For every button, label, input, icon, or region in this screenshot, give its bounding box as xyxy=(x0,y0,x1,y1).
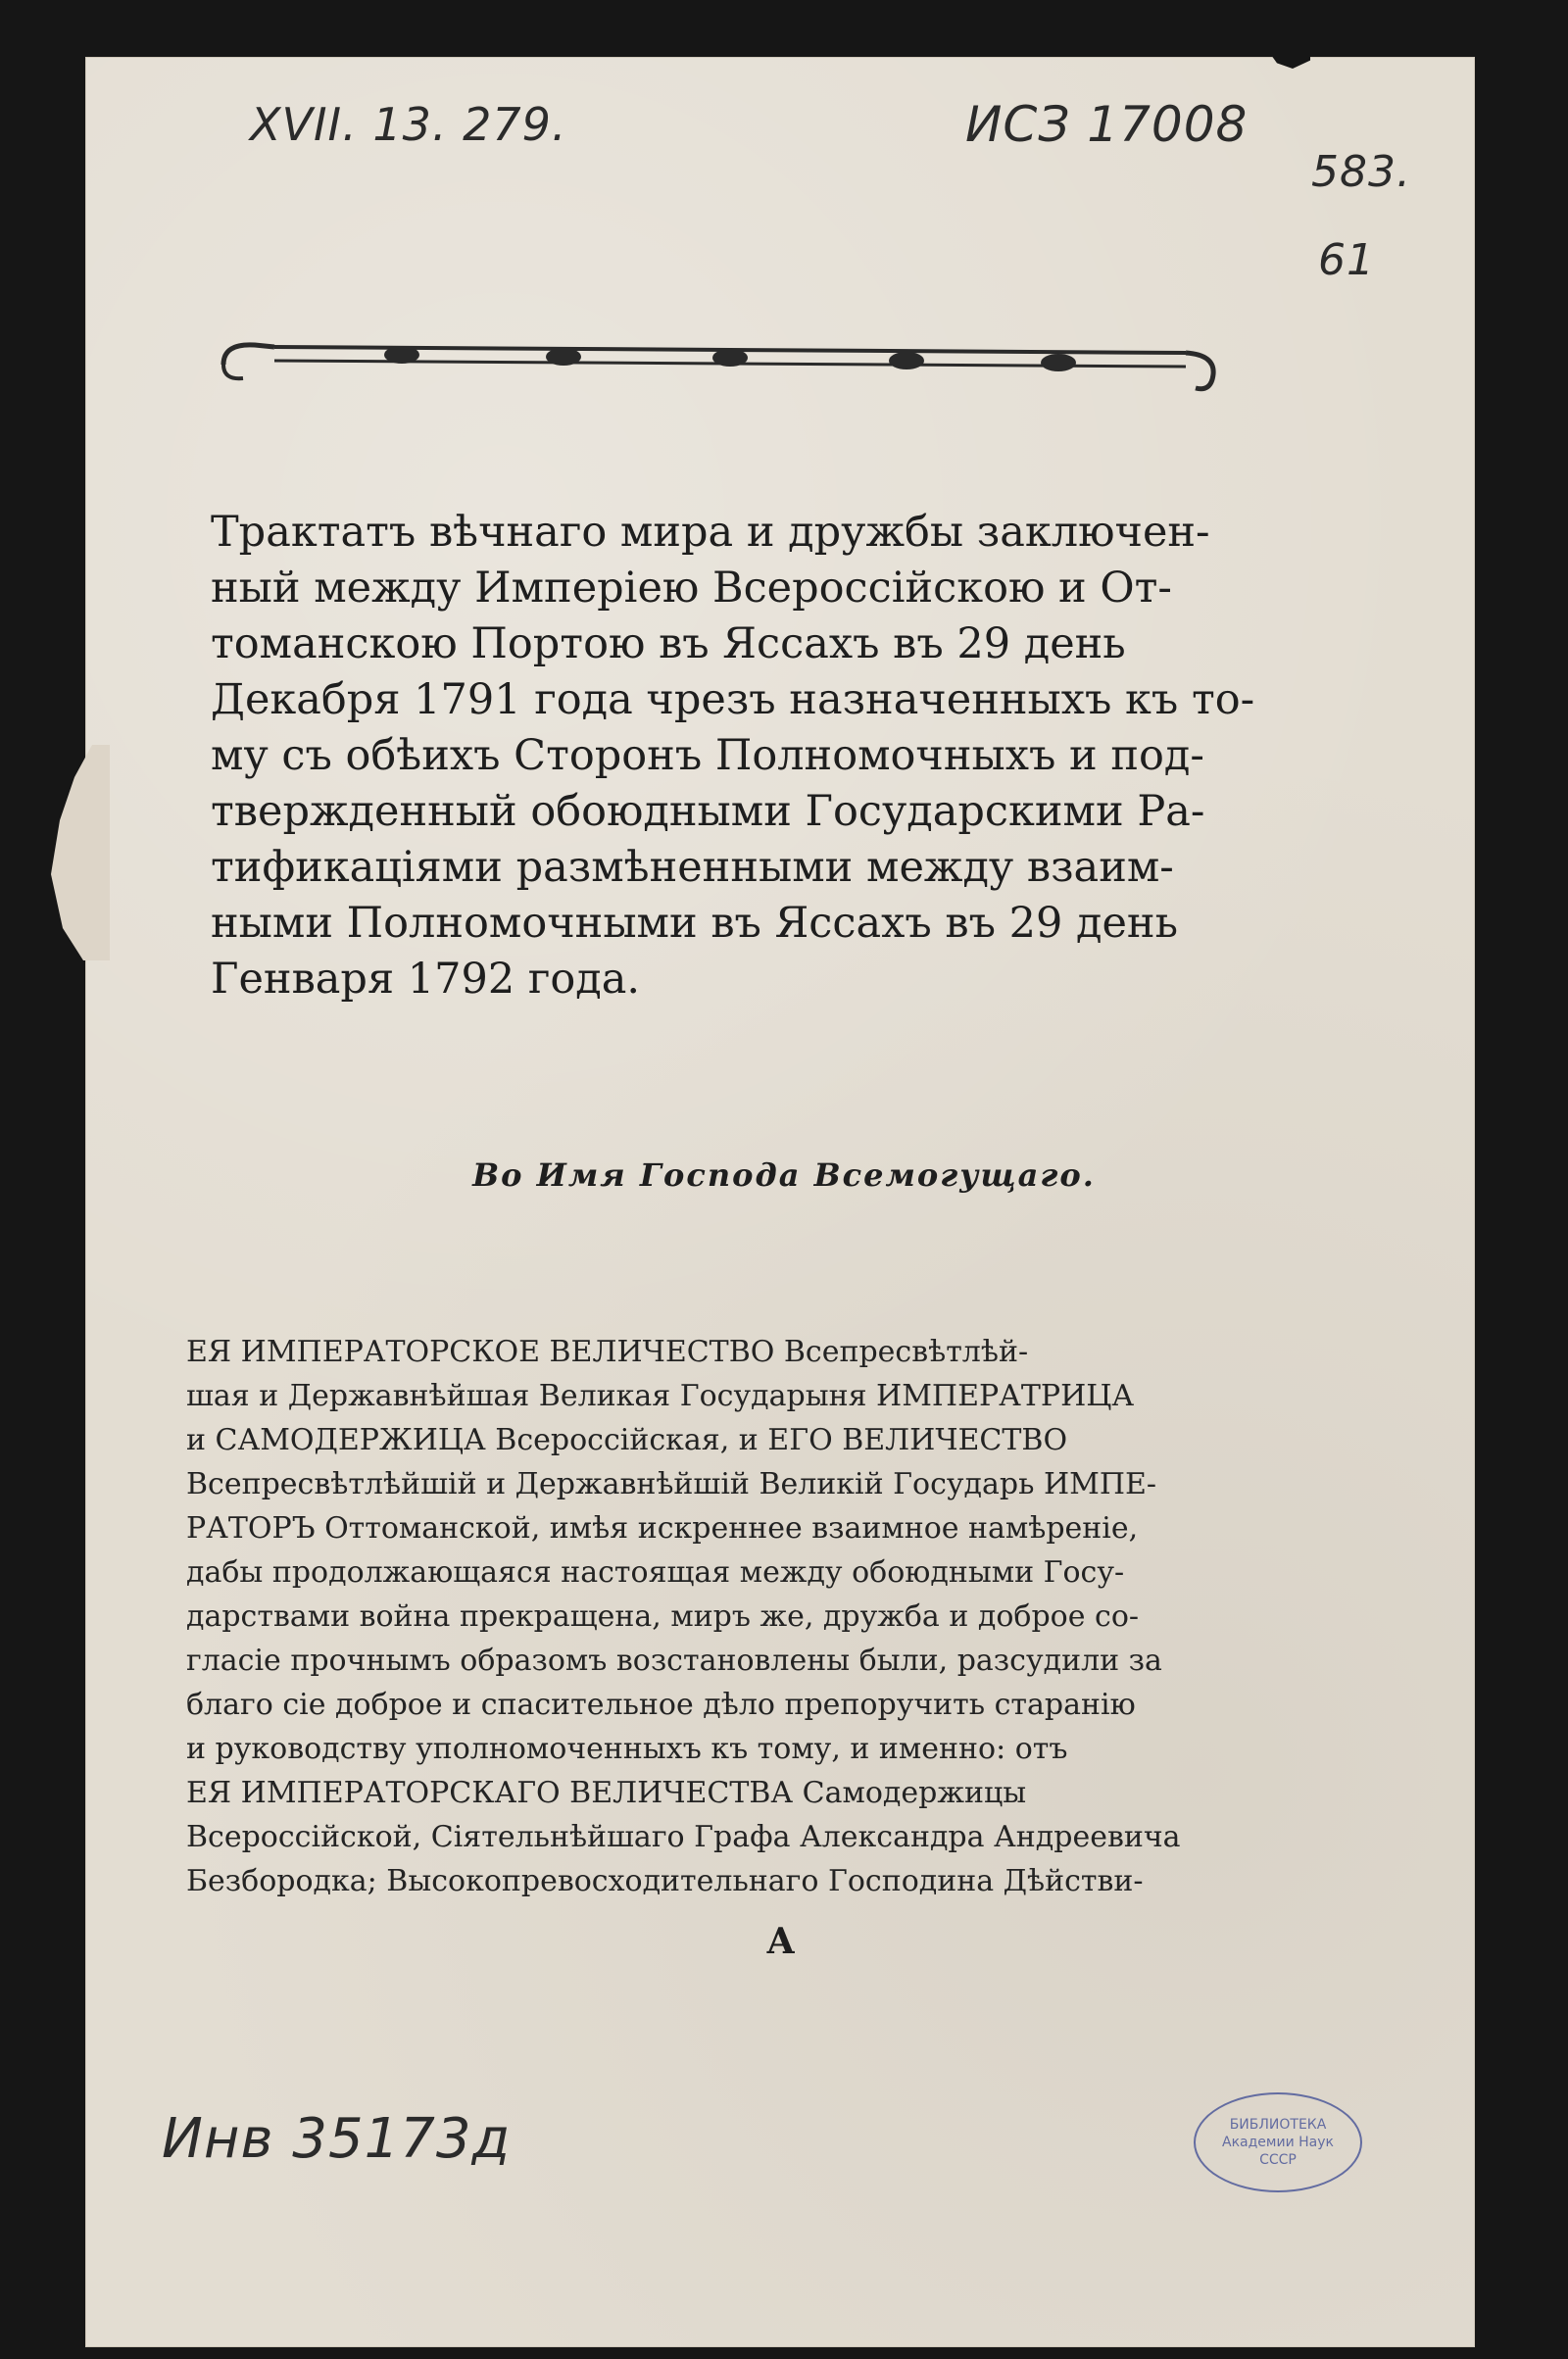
title-line: Декабря 1791 года чрезъ назначенныхъ къ то- xyxy=(211,675,1255,724)
body-line: и САМОДЕРЖИЦА Всероссiйская, и ЕГО ВЕЛИЧЕСТВО xyxy=(186,1423,1068,1457)
title-line: му съ обѣихъ Сторонъ Полномочныхъ и под- xyxy=(211,731,1204,780)
catchword-signature: А xyxy=(766,1921,796,1962)
title-line: ный между Имперiею Всероссiйскою и От- xyxy=(211,564,1172,613)
body-line: гласiе прочнымъ образомъ возстановлены были, разсудили за xyxy=(186,1644,1162,1678)
title-line: ными Полномочными въ Яссахъ въ 29 день xyxy=(211,899,1178,948)
stamp-line: СССР xyxy=(1259,2152,1297,2168)
body-line: Безбородка; Высокопревосходительнаго Господина Дѣйстви- xyxy=(186,1864,1144,1898)
body-line: и руководству уполномоченныхъ къ тому, и именно: отъ xyxy=(186,1732,1068,1766)
torn-page-edge xyxy=(51,745,110,960)
title-line: томанскою Портою въ Яссахъ въ 29 день xyxy=(211,619,1126,668)
stamp-line: БИБЛИОТЕКА xyxy=(1229,2117,1327,2133)
body-line: шая и Державнѣйшая Великая Государыня ИМПЕРАТРИЦА xyxy=(186,1379,1135,1413)
body-line: Всепресвѣтлѣйшiй и Державнѣйшiй Великiй Государь ИМПЕ- xyxy=(186,1467,1157,1501)
title-line: твержденный обоюдными Государскими Ра- xyxy=(211,787,1205,836)
library-stamp xyxy=(1194,2092,1362,2192)
invocation-heading: Во Имя Господа Всемогущаго. xyxy=(472,1156,1096,1194)
handwritten-shelfmark: XVII. 13. 279. xyxy=(250,98,567,151)
decorative-rule-ornament xyxy=(216,323,1221,404)
body-line: дарствами война прекращена, миръ же, дружба и доброе со- xyxy=(186,1599,1140,1634)
handwritten-inventory-number: ИСЗ 17008 xyxy=(965,96,1249,153)
title-line: тификацiями размѣненными между взаим- xyxy=(211,843,1174,892)
handwritten-page-number: 583. xyxy=(1311,147,1411,197)
stamp-line: Академии Наук xyxy=(1222,2135,1334,2150)
handwritten-inventory-mark: Инв 35173д xyxy=(162,2107,512,2171)
body-line: РАТОРЪ Оттоманской, имѣя искреннее взаимное намѣренiе, xyxy=(186,1511,1139,1546)
body-text xyxy=(186,1330,1245,1903)
title-line: Генваря 1792 года. xyxy=(211,955,641,1004)
body-line: ЕЯ ИМПЕРАТОРСКОЕ ВЕЛИЧЕСТВО Всепресвѣтлѣй- xyxy=(186,1335,1029,1369)
body-line: дабы продолжающаяся настоящая между обоюдными Госу- xyxy=(186,1555,1125,1590)
handwritten-leaf-number: 61 xyxy=(1318,235,1375,285)
title-line: Трактатъ вѣчнаго мира и дружбы заключен- xyxy=(211,508,1210,557)
body-line: Всероссiйской, Сiятельнѣйшаго Графа Александра Андреевича xyxy=(186,1820,1181,1854)
document-title xyxy=(211,505,1255,1007)
body-line: благо сiе доброе и спасительное дѣло препоручить старанiю xyxy=(186,1688,1136,1722)
body-line: ЕЯ ИМПЕРАТОРСКАГО ВЕЛИЧЕСТВА Самодержицы xyxy=(186,1776,1027,1810)
